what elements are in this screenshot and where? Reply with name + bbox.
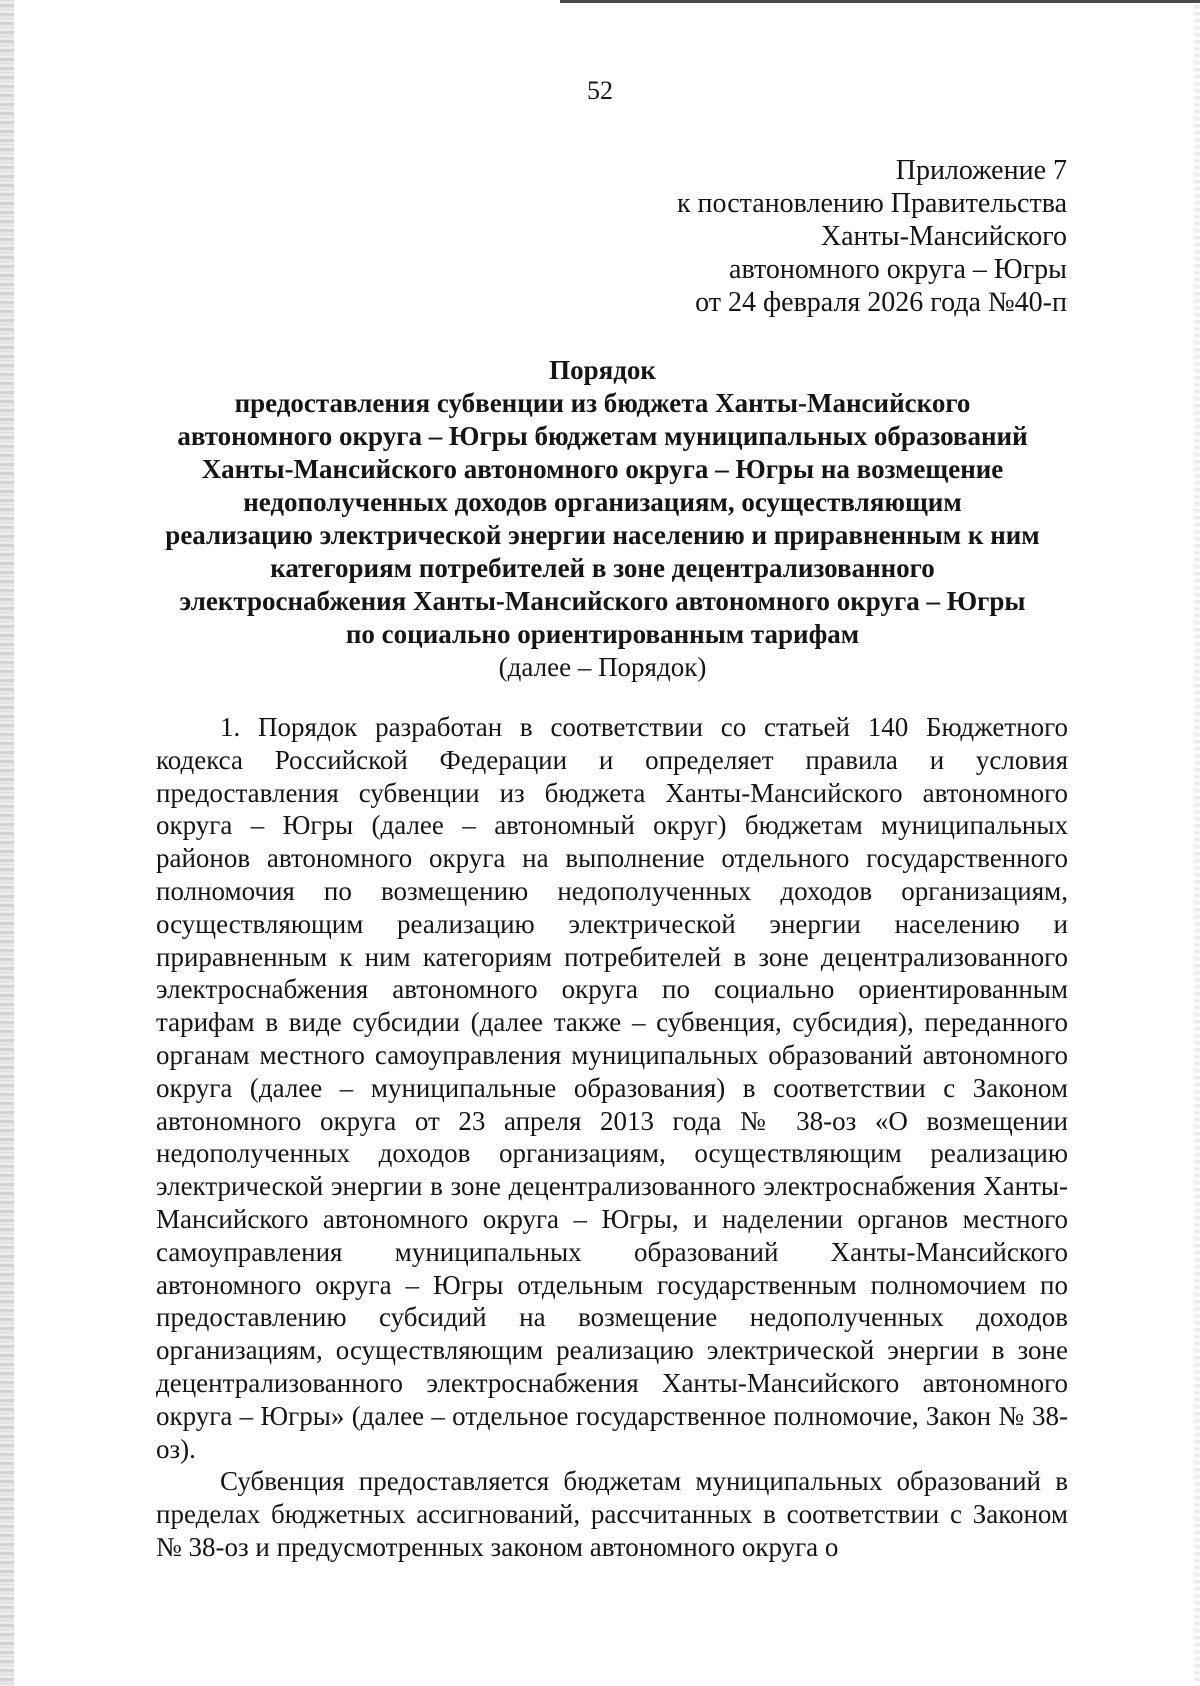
title-heading: Порядок [549,355,656,385]
annex-line: Приложение 7 [895,155,1067,186]
annex-line: от 24 февраля 2026 года №40-п [695,287,1067,318]
annex-line: Ханты-Мансийского [820,221,1067,252]
title-line: электроснабжения Ханты-Мансийского автономного округа – Югры [179,586,1026,616]
page-number: 52 [587,76,613,105]
annex-line: к постановлению Правительства [676,188,1067,219]
annex-line: автономного округа – Югры [729,254,1067,285]
title-line: Ханты-Мансийского автономного округа – Югры на возмещение [201,454,1004,484]
body-paragraph: 1. Порядок разработан в соответствии со статьей 140 Бюджетного кодекса Российской Федерации и определяет правила и условия предоставления субвенции из бюджета Ханты-Мансийского автономного округа – Югры (далее – автономный округ) бюджетам муниципальных районов автономного округа на выполнение отдельного государственного полномочия по возмещению недополученных доходов организациям, осуществляющим реализацию электрической энергии населению и приравненным к ним категориям потребителей в зоне децентрализованного электроснабжения автономного округа по социально ориентированным тарифам в виде субсидии (далее также – субвенция, субсидия), переданного органам местного самоуправления муниципальных образований автономного округа (далее – муниципальные образования) в соответствии с Законом автономного округа от 23 апреля 2013 года № 38-оз «О возмещении недополученных доходов организациям, осуществляющим реализацию электрической энергии в зоне децентрализованного электроснабжения Ханты-Мансийского автономного округа – Югры, и наделении органов местного самоуправления муниципальных образований Ханты-Мансийского автономного округа – Югры отдельным государственным полномочием по предоставлению субсидий на возмещение недополученных доходов организациям, осуществляющим реализацию электрической энергии в зоне децентрализованного электроснабжения Ханты-Мансийского автономного округа – Югры» (далее – отдельное государственное полномочие, Закон № 38-оз). [156,712,1068,1464]
title-line: по социально ориентированным тарифам [345,619,860,649]
document-body [156,711,1068,1564]
top-scan-rule [560,0,1200,3]
annex-header [677,154,1067,319]
title-note: (далее – Порядок) [498,652,707,682]
title-line: категориям потребителей в зоне децентрализованного [270,553,935,583]
scan-right-edge [1194,0,1200,1686]
title-line: автономного округа – Югры бюджетам муниципальных образований [177,421,1028,451]
scan-left-edge [0,0,14,1686]
title-line: реализацию электрической энергии населению и приравненным к ним [165,520,1040,550]
body-paragraph: Субвенция предоставляется бюджетам муниципальных образований в пределах бюджетных ассигнований, рассчитанных в соответствии с Законом № 38-оз и предусмотренных законом автономного округа о [156,1466,1068,1562]
title-line: предоставления субвенции из бюджета Ханты-Мансийского [234,388,971,418]
document-title [140,354,1065,684]
title-line: недополученных доходов организациям, осуществляющим [243,487,962,517]
